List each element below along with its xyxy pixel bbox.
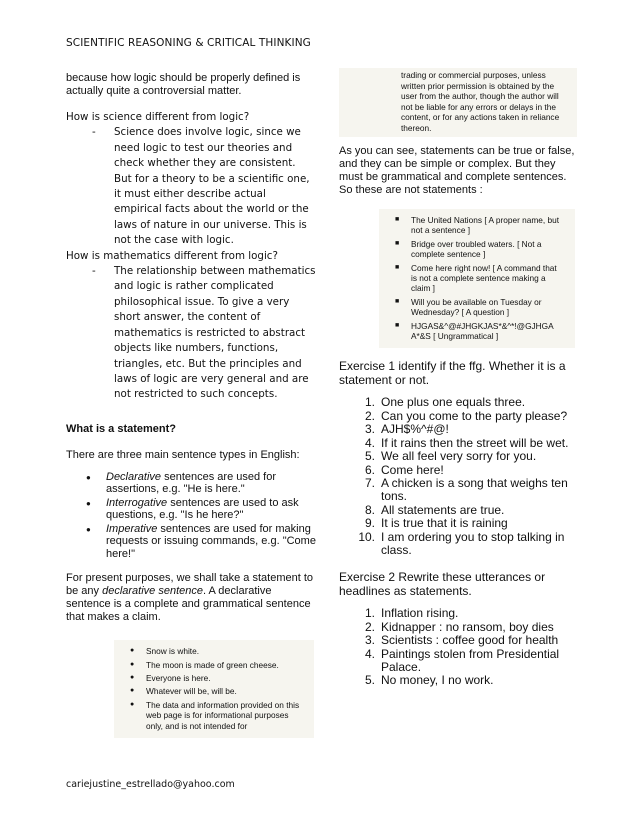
intro-paragraph: because how logic should be properly defined is actually quite a controversial matter. <box>66 72 301 97</box>
item-text: Can you come to the party please? <box>381 408 568 423</box>
dash-marker: - <box>92 126 96 139</box>
section-heading-statement: What is a statement? <box>66 422 177 435</box>
left-column <box>66 72 316 738</box>
non-statement-text: Come here right now! [ A command that is not a complete sentence making a claim ] <box>411 262 557 294</box>
answer-text: Science does involve logic, since we need logic to test our theories and check whether they are consistent. But for a theory to be a scientific one, it must either describe actual empirical facts about the world or the laws of nature in our universe. This is not the case with logic. <box>114 126 310 247</box>
page-footer-email: cariejustine_estrellado@yahoo.com <box>66 779 235 790</box>
list-item <box>353 621 577 634</box>
item-text: All statements are true. <box>381 502 505 517</box>
list-item <box>86 471 316 496</box>
item-number: 4. <box>364 435 375 450</box>
list-item <box>353 450 577 463</box>
item-text: A chicken is a song that weighs ten tons. <box>381 475 568 504</box>
list-item <box>353 423 577 436</box>
list-item <box>86 523 316 561</box>
item-number: 3. <box>364 633 375 648</box>
question-math-logic: How is mathematics different from logic? <box>66 249 278 262</box>
bullet-icon: ● <box>86 524 91 534</box>
list-item <box>353 464 577 477</box>
item-number: 1. <box>364 606 375 621</box>
exercise-2-list <box>339 607 577 687</box>
exercise-1-title: Exercise 1 identify if the ffg. Whether it is a statement or not. <box>339 359 566 387</box>
bullet-icon: ● <box>130 674 135 682</box>
bullet-icon: ● <box>130 647 135 655</box>
purposes-paragraph <box>66 572 316 624</box>
example-text: The moon is made of green cheese. <box>146 659 279 670</box>
type-term: Declarative <box>106 470 162 483</box>
list-item <box>353 634 577 647</box>
list-item <box>353 410 577 423</box>
item-number: 5. <box>364 449 375 464</box>
bullet-icon: ● <box>130 687 135 695</box>
list-item <box>126 686 304 696</box>
item-number: 5. <box>364 673 375 688</box>
bullet-icon: ■ <box>395 297 400 305</box>
list-item <box>126 660 304 670</box>
example-text: Whatever will be, will be. <box>146 686 237 697</box>
type-term: Imperative <box>106 522 158 535</box>
type-desc: sentences are used for making requests or issuing commands, e.g. "Come here!" <box>106 522 316 560</box>
bullet-icon: ● <box>86 472 91 482</box>
example-text: Snow is white. <box>146 646 200 657</box>
non-statement-text: HJGAS&^@#JHGKJAS*&^*!@GJHGA A*&S [ Ungrammatical ] <box>411 320 554 342</box>
item-text: Paintings stolen from Presidential Palace. <box>381 646 560 674</box>
bullet-icon: ■ <box>395 239 400 247</box>
right-column <box>339 72 577 688</box>
bullet-icon: ■ <box>395 321 400 329</box>
item-text: Kidnapper : no ransom, boy dies <box>381 619 554 634</box>
item-number: 3. <box>364 422 375 437</box>
list-item <box>126 700 304 731</box>
non-statement-text: Bridge over troubled waters. [ Not a complete sentence ] <box>411 238 542 260</box>
item-number: 6. <box>364 462 375 477</box>
item-text: I am ordering you to stop talking in class. <box>381 529 565 557</box>
list-item <box>391 297 565 318</box>
item-text: Scientists : coffee good for health <box>381 633 559 648</box>
bullet-icon: ● <box>130 700 135 708</box>
type-term: Interrogative <box>106 496 168 509</box>
item-text: Inflation rising. <box>381 606 459 621</box>
dash-marker: - <box>92 265 96 278</box>
answer-math-logic <box>66 264 316 403</box>
purposes-text: For present purposes, we shall take a statement to be any <box>66 572 314 598</box>
bullet-icon: ● <box>130 660 135 668</box>
exercise-1-list <box>339 396 577 557</box>
sentence-types-intro: There are three main sentence types in English: <box>66 448 300 461</box>
list-item <box>391 215 565 236</box>
list-item <box>353 674 577 687</box>
list-item <box>391 239 565 260</box>
answer-science-logic <box>66 125 316 248</box>
purposes-term: declarative sentence <box>102 585 203 598</box>
list-item <box>353 396 577 409</box>
item-text: One plus one equals three. <box>381 395 526 410</box>
page-header: SCIENTIFIC REASONING & CRITICAL THINKING <box>66 37 311 49</box>
item-number: 4. <box>364 646 375 661</box>
example-text: Everyone is here. <box>146 673 211 684</box>
non-statements-box <box>379 209 575 348</box>
item-text: Come here! <box>381 462 444 477</box>
bullet-icon: ● <box>86 498 91 508</box>
exercise-2-title: Exercise 2 Rewrite these utterances or headlines as statements. <box>339 570 546 598</box>
sentence-types-list <box>66 471 316 561</box>
item-text: It is true that it is raining <box>381 516 508 531</box>
example-text: The data and information provided on this web page is for informational purposes only, and is not intended for <box>146 699 300 731</box>
disclaimer-continuation: trading or commercial purposes, unless written prior permission is obtained by the user from the author, though the author will not be liable for any errors or delays in the content, or for any actions taken in reliance thereon. <box>339 68 577 137</box>
bullet-icon: ■ <box>395 263 400 271</box>
item-number: 2. <box>364 408 375 423</box>
non-statement-text: Will you be available on Tuesday or Wednesday? [ A question ] <box>411 296 542 318</box>
list-item <box>126 673 304 683</box>
type-desc: sentences are used to ask questions, e.g. "Is he here?" <box>106 496 299 522</box>
non-statement-text: The United Nations [ A proper name, but not a sentence ] <box>411 215 560 236</box>
purposes-text: . A declarative sentence is a complete and grammatical sentence that makes a claim. <box>66 585 311 624</box>
list-item <box>391 321 565 342</box>
list-item <box>353 531 577 558</box>
statements-paragraph: As you can see, statements can be true or false, and they can be simple or complex. But they must be grammatical and complete sentences. So these are not statements : <box>339 145 575 196</box>
list-item <box>353 477 577 504</box>
list-item <box>353 648 577 675</box>
answer-text: The relationship between mathematics and logic is rather complicated philosophical issue. To give a very short answer, the content of mathematics is restricted to abstract objects like numbers, functions, triangles, etc. But the principles and laws of logic are very general and are not restricted to such concepts. <box>114 265 316 401</box>
item-text: AJH$%^#@! <box>381 422 449 437</box>
list-item <box>353 607 577 620</box>
list-item <box>391 263 565 294</box>
item-number: 10. <box>358 529 375 544</box>
item-text: We all feel very sorry for you. <box>381 449 537 464</box>
list-item <box>353 517 577 530</box>
item-number: 2. <box>364 619 375 634</box>
item-number: 8. <box>364 502 375 517</box>
list-item <box>353 504 577 517</box>
item-number: 9. <box>364 516 375 531</box>
item-number: 7. <box>364 475 375 490</box>
list-item <box>126 646 304 656</box>
list-item <box>353 437 577 450</box>
type-desc: sentences are used for assertions, e.g. "He is here." <box>106 470 276 496</box>
bullet-icon: ■ <box>395 216 400 223</box>
question-science-logic: How is science different from logic? <box>66 111 250 123</box>
item-text: No money, I no work. <box>381 673 494 688</box>
list-item <box>86 497 316 522</box>
item-text: If it rains then the street will be wet. <box>381 435 569 450</box>
examples-box <box>114 640 314 738</box>
item-number: 1. <box>364 395 375 410</box>
